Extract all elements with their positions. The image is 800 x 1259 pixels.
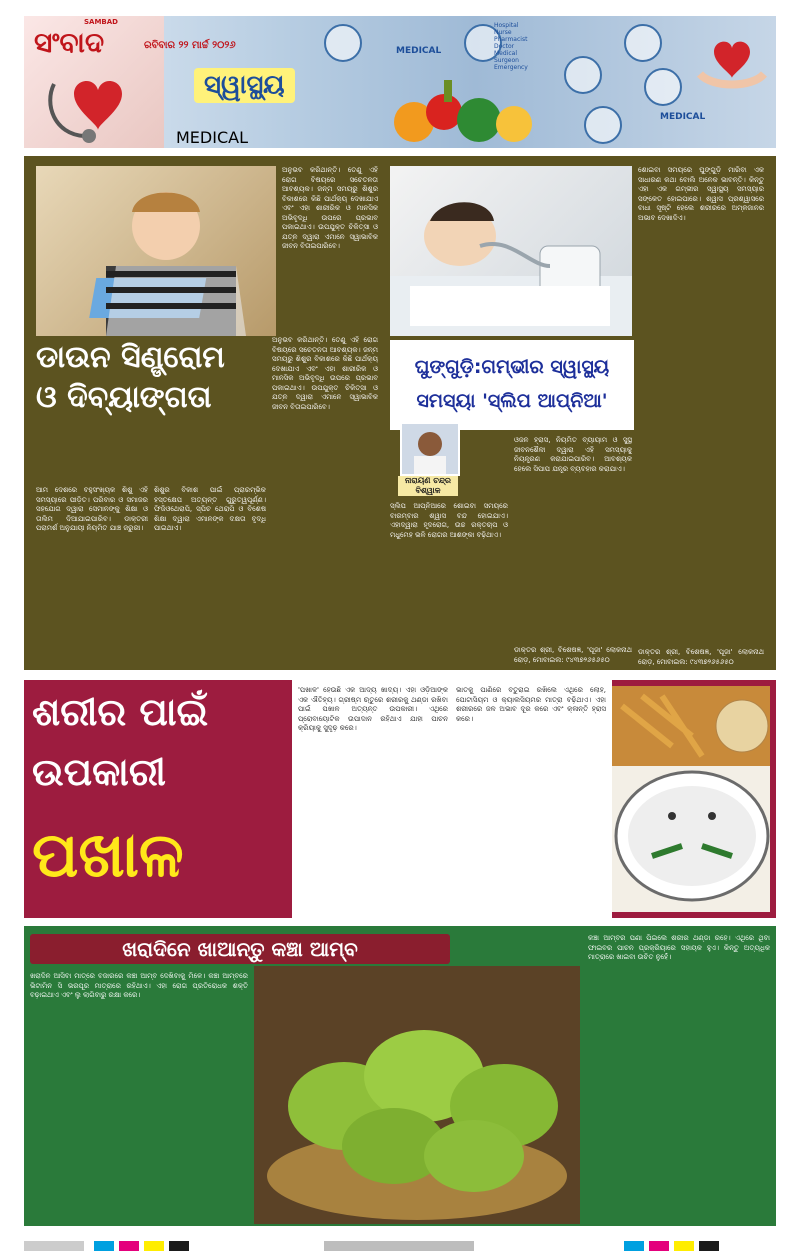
pakhala-headline [24, 680, 292, 918]
mango-basket-illustration [254, 966, 580, 1224]
ambulance-icon [644, 68, 682, 106]
hospital-line: Hospital [494, 22, 519, 29]
sleep-apnea-photo [390, 166, 632, 336]
article-column: ଆମ ଦେଶରେ ବହୁସଂଖ୍ୟକ ଶିଶୁ ଏହି ସମସ୍ୟାରେ ପୀଡ଼ିତ। ପରିବାର ଓ ସମାଜର ସହଯୋଗ ଦ୍ୱାରା ସେମାନଙ୍କୁ ଶିକ୍ଷା ଓ ତାଲିମ ଦିଆଯାଇପାରିବ। ଡାକ୍ତରୀ ପରାମର୍ଶ ଅନୁଯାୟୀ ନିୟମିତ ଯାଞ୍ଚ ଜରୁରୀ। [36, 486, 148, 532]
hospital-line: Emergency [494, 64, 528, 71]
headline-line: ଉପକାରୀ [32, 750, 166, 794]
mango-basket-photo [254, 966, 580, 1224]
hospital-line: Doctor [494, 43, 515, 50]
article-column: ଖରାଦିନ ଆସିବା ମାତ୍ରେ ବଜାରରେ କଞ୍ଚା ଆମ୍ବ ଦେଖିବାକୁ ମିଳେ। କଞ୍ଚା ଆମ୍ବରେ ଭିଟାମିନ ସି ଭରପୂର ମାତ୍ରାରେ ରହିଥାଏ। ଏହା ରୋଗ ପ୍ରତିରୋଧକ ଶକ୍ତି ବଢ଼ାଇଥାଏ ଏବଂ ଲୁ ଲାଗିବାରୁ ରକ୍ଷା କରେ। [30, 972, 248, 999]
medical-label: MEDICAL [660, 112, 706, 122]
medical-label: MEDICAL [396, 46, 442, 56]
headline-line: ଘୁଙ୍ଗୁଡ଼ି:ଗମ୍ଭୀର ସ୍ୱାସ୍ଥ୍ୟ [414, 356, 610, 378]
article-column: ଭାତକୁ ପାଣିରେ ବତୁରାଇ ରଖିଲେ ଏଥିରେ ଲୋହ, ପୋଟାସିୟମ ଓ କ୍ୟାଲସିୟମର ମାତ୍ରା ବଢ଼ିଥାଏ। ଏହା ଶରୀରରେ ଜଳ ଅଭାବ ଦୂର କରେ ଏବଂ କ୍ଳାନ୍ତି ହ୍ରାସ କରେ। [456, 686, 606, 723]
article-signoff: ଡାକ୍ତର ଶ୍ରୀ, ବିଶେଷଜ୍ଞ, 'ପୂଜା' ଲୋକନାଥ ରୋଡ଼, ମୋବାଇଲ: ୯୪୩୭୨୬୫୬୫୦ [638, 648, 764, 666]
heart-hands-icon [692, 24, 772, 94]
article-signoff: ଡାକ୍ତର ଶ୍ରୀ, ବିଶେଷଜ୍ଞ, 'ପୂଜା' ଲୋକନାଥ ରୋଡ଼, ମୋବାଇଲ: ୯୪୩୭୨୬୫୬୫୦ [514, 646, 632, 664]
headline-line: ପଖାଳ [32, 818, 184, 891]
hospital-icon [624, 24, 662, 62]
heart-stethoscope-icon [34, 64, 154, 144]
first-aid-icon [564, 56, 602, 94]
author-photo [400, 422, 460, 476]
cpap-man-illustration [390, 166, 632, 336]
hospital-line: Medical [494, 50, 517, 57]
article-column: ଓଜନ ହ୍ରାସ, ନିୟମିତ ବ୍ୟାୟାମ ଓ ସୁସ୍ଥ ଜୀବନଶୈଳୀ ଦ୍ୱାରା ଏହି ସମସ୍ୟାକୁ ନିୟନ୍ତ୍ରଣ କରାଯାଇପାରିବ। ଆବଶ୍ୟକ ହେଲେ ସିପାପ ଯନ୍ତ୍ର ବ୍ୟବହାର କରାଯାଏ। [514, 436, 632, 473]
medicine-icon [324, 24, 362, 62]
boy-tablet-illustration [36, 166, 276, 336]
pakhala-bowl-illustration [612, 686, 770, 912]
hospital-line: Nurse [494, 29, 512, 36]
article-column: ଶୋଇବା ସମୟରେ ଘୁଙ୍ଗୁଡ଼ି ମାରିବା ଏକ ସାଧାରଣ କଥା ବୋଲି ଅନେକ ଭାବନ୍ତି। କିନ୍ତୁ ଏହା ଏକ ଗମ୍ଭୀର ସ୍ୱାସ୍ଥ୍ୟ ସମସ୍ୟାର ସଙ୍କେତ ହୋଇପାରେ। ଶ୍ୱାସ ପ୍ରଶ୍ୱାସରେ ବାଧା ସୃଷ୍ଟି ହେଲେ ଶରୀରରେ ଅମ୍ଳଜାନର ଅଭାବ ଦେଖାଦିଏ। [638, 166, 764, 222]
article-column: ଅନୁଭବ କରିଥାନ୍ତି। ତେଣୁ ଏହି ରୋଗ ବିଷୟରେ ସଚେତନତା ଆବଶ୍ୟକ। ଜନ୍ମ ସମୟରୁ ଶିଶୁର ବିକାଶରେ କିଛି ପାର୍ଥକ୍ୟ ଦେଖାଯାଏ ଏବଂ ଏହା ଶାରୀରିକ ଓ ମାନସିକ ଅଭିବୃଦ୍ଧି ଉପରେ ପ୍ରଭାବ ପକାଇଥାଏ। ଉପଯୁକ୍ତ ଚିକିତ୍ସା ଓ ଯତ୍ନ ଦ୍ୱାରା ଏମାନେ ସ୍ୱାଭାବିକ ଜୀବନ ବିତାଇପାରିବେ। [282, 166, 378, 250]
sleep-apnea-headline-box [390, 340, 634, 430]
author-name-line: ବିଶ୍ୱାଳ [415, 486, 441, 495]
boy-tablet-photo [36, 166, 276, 336]
article-column: ସ୍ଲିପ ଆପ୍ନିଆରେ ଶୋଇବା ସମୟରେ ବାରମ୍ବାର ଶ୍ୱାସ ବନ୍ଦ ହୋଇଯାଏ। ଏହାଦ୍ୱାରା ହୃଦରୋଗ, ଉଚ୍ଚ ରକ୍ତଚାପ ଓ ମଧୁମେହ ଭଳି ରୋଗର ଆଶଙ୍କା ବଢ଼ିଥାଏ। [390, 502, 508, 539]
dateline: ରବିବାର ୨୨ ମାର୍ଚ୍ଚ ୨୦୨୬ [144, 40, 236, 51]
print-color-bar [24, 1236, 776, 1246]
author-name-line: ନାରାୟଣ ଚନ୍ଦ୍ର [404, 476, 451, 485]
pakhala-article-body [292, 680, 612, 918]
section-pakhala [24, 680, 776, 918]
hospital-line: Pharmacist [494, 36, 528, 43]
headline-line: ଓ ଦିବ୍ୟାଙ୍ଗତା [36, 380, 212, 415]
headline-line: ଡାଉନ ସିଣ୍ଡ୍ରୋମ [36, 340, 225, 375]
article-column: 'ପଖାଳ' ହେଉଛି ଏକ ଆଦ୍ୟ ଖାଦ୍ୟ। ଏହା ଓଡ଼ିଆଙ୍କ ଏକ ଐତିହ୍ୟ। ଗ୍ରୀଷ୍ମ ଋତୁରେ ଶରୀରକୁ ଥଣ୍ଡା ରଖିବା ପାଇଁ ପଖାଳ ଅତ୍ୟନ୍ତ ଉପକାରୀ। ଏଥିରେ ପ୍ରୋବାୟୋଟିକ ଉପାଦାନ ରହିଥାଏ ଯାହା ପାଚନ କ୍ରିୟାକୁ ସୁଦୃଢ଼ କରେ। [298, 686, 448, 732]
medical-label: MEDICAL [176, 128, 248, 147]
fruit-bowl-icon [384, 72, 544, 148]
logo-small-text: SAMBAD [84, 18, 118, 26]
article-column: କଞ୍ଚା ଆମ୍ବର ପଣା ପିଇଲେ ଶରୀର ଥଣ୍ଡା ରହେ। ଏଥିରେ ଥିବା ଫାଇବର ପାଚନ ପ୍ରକ୍ରିୟାରେ ସହାୟକ ହୁଏ। କିନ୍ତୁ ଅତ୍ୟଧିକ ମାତ୍ରାରେ ଖାଇବା ଉଚିତ ନୁହେଁ। [588, 934, 770, 961]
article-column: ଅନୁଭବ କରିଥାନ୍ତି। ତେଣୁ ଏହି ରୋଗ ବିଷୟରେ ସଚେତନତା ଆବଶ୍ୟକ। ଜନ୍ମ ସମୟରୁ ଶିଶୁର ବିକାଶରେ କିଛି ପାର୍ଥକ୍ୟ ଦେଖାଯାଏ ଏବଂ ଏହା ଶାରୀରିକ ଓ ମାନସିକ ଅଭିବୃଦ୍ଧି ଉପରେ ପ୍ରଭାବ ପକାଇଥାଏ। ଉପଯୁକ୍ତ ଚିକିତ୍ସା ଓ ଯତ୍ନ ଦ୍ୱାରା ଏମାନେ ସ୍ୱାଭାବିକ ଜୀବନ ବିତାଇପାରିବେ। [272, 336, 378, 411]
headline-line: ସମସ୍ୟା 'ସ୍ଲିପ ଆପ୍ନିଆ' [416, 390, 608, 412]
author-portrait-icon [402, 424, 458, 474]
article-column: ଶିଶୁର ବିକାଶ ପାଇଁ ପ୍ରାରମ୍ଭିକ ହସ୍ତକ୍ଷେପ ଅତ୍ୟନ୍ତ ଗୁରୁତ୍ୱପୂର୍ଣ୍ଣ। ଫିଜିଓଥେରାପି, ସ୍ପିଚ ଥେରାପି ଓ ବିଶେଷ ଶିକ୍ଷା ଦ୍ୱାରା ଏମାନଙ୍କ ଦକ୍ଷତା ବୃଦ୍ଧି ପାଇଥାଏ। [154, 486, 266, 532]
headline-line: ଶରୀର ପାଇଁ [32, 690, 209, 734]
newspaper-logo: ସଂବାଦ [34, 26, 105, 59]
raw-mango-headline: ଖରାଦିନେ ଖାଆନ୍ତୁ କଞ୍ଚା ଆମ୍ବ [30, 934, 450, 964]
hospital-line: Surgeon [494, 57, 519, 64]
pakhala-bowl-photo [612, 686, 770, 912]
section-down-syndrome-sleep-apnea [24, 156, 776, 670]
pills-icon [584, 106, 622, 144]
masthead-banner [24, 16, 776, 148]
hospital-list [494, 22, 528, 71]
section-title-health: ସ୍ୱାସ୍ଥ୍ୟ [194, 68, 295, 103]
print-registration-marks [24, 1241, 776, 1251]
author-name [398, 476, 458, 496]
section-raw-mango [24, 926, 776, 1226]
